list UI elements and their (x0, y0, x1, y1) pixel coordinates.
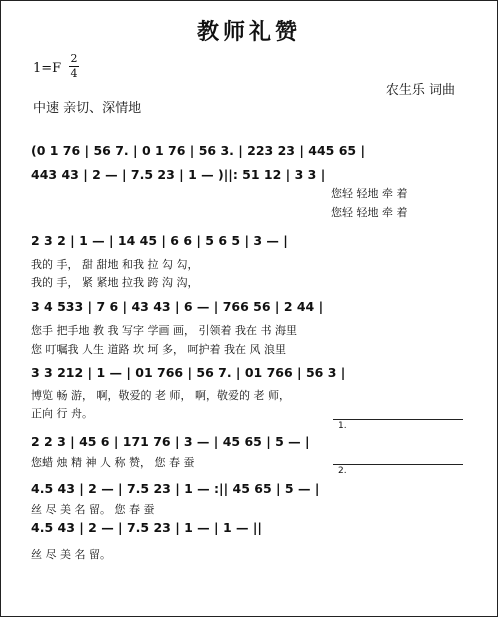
key-signature: 1=F (33, 61, 62, 76)
volta-second: 2. (338, 466, 347, 476)
lyric-row: 您轻 轻地 牵 着 (331, 206, 408, 219)
notation-row: 443 43 | 2 — | 7.5 23 | 1 — )||: 51 12 | 3 3 | (31, 167, 326, 182)
notation-row: (0 1 76 | 56 7. | 0 1 76 | 56 3. | 223 23 | 445 65 | (31, 143, 366, 158)
lyric-row: 博览 畅 游， 啊，敬爱的 老 师， 啊，敬爱的 老 师， (31, 389, 290, 402)
lyric-row: 您轻 轻地 牵 着 (331, 187, 408, 200)
notation-row: 2 2 3 | 45 6 | 171 76 | 3 — | 45 65 | 5 — | (31, 434, 310, 449)
notation-row: 3 4 533 | 7 6 | 43 43 | 6 — | 766 56 | 2 44 | (31, 299, 324, 314)
lyric-row: 您蜡 烛 精 神 人 称 赞， 您 春 蚕 (31, 456, 195, 469)
lyric-row: 丝 尽 美 名 留。 您 春 蚕 (31, 503, 155, 516)
page-title: 教师礼赞 (196, 19, 301, 45)
lyric-row: 丝 尽 美 名 留。 (31, 548, 111, 561)
notation-row: 4.5 43 | 2 — | 7.5 23 | 1 — | 1 — || (31, 520, 262, 535)
meter-bottom: 4 (70, 67, 78, 80)
volta-second-bracket (333, 464, 463, 465)
time-signature (69, 53, 79, 80)
meter-top: 2 (70, 52, 78, 65)
composer-credit: 农生乐 词曲 (385, 83, 455, 98)
lyric-row: 正向 行 舟。 (31, 407, 93, 420)
lyric-row: 您 叮嘱我 人生 道路 坎 坷 多， 呵护着 我在 风 浪里 (31, 343, 286, 356)
lyric-row: 我的 手， 紧 紧地 拉我 跨 沟 沟， (31, 276, 199, 289)
lyric-row: 您手 把手地 教 我 写字 学画 画， 引领着 我在 书 海里 (31, 324, 297, 337)
tempo-marking: 中速 亲切、深情地 (33, 101, 142, 116)
notation-row: 3 3 212 | 1 — | 01 766 | 56 7. | 01 766 | 56 3 | (31, 365, 346, 380)
notation-row: 4.5 43 | 2 — | 7.5 23 | 1 — :|| 45 65 | 5 — | (31, 481, 320, 496)
lyric-row: 我的 手， 甜 甜地 和我 拉 勾 勾， (31, 258, 199, 271)
notation-row: 2 3 2 | 1 — | 14 45 | 6 6 | 5 6 5 | 3 — | (31, 233, 288, 248)
volta-first: 1. (338, 421, 347, 431)
volta-first-bracket (333, 419, 463, 420)
